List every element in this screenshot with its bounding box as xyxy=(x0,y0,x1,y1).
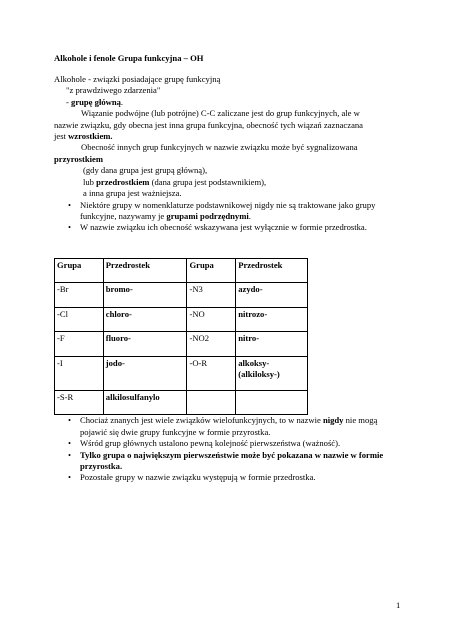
bullet-text: Chociaż znanych jest wiele związków wielofunkcyjnych, to w nazwie xyxy=(80,415,323,426)
line-end: . xyxy=(120,96,124,107)
bullet-icon: • xyxy=(68,449,72,460)
prefix-term: przedrostkiem xyxy=(96,176,150,187)
bullet-text: Wśród grup głównych ustalono pewną kolejność pierwszeństwa (ważność). xyxy=(80,438,341,449)
list-item xyxy=(68,222,384,233)
suffix-term: przyrostkiem xyxy=(54,153,104,164)
intro-line-2: "z prawdziwego zdarzenia" xyxy=(66,85,161,96)
intro-paragraph-2-line-2: (gdy dana grupa jest grupą główną), xyxy=(83,165,208,176)
prefix-cell: alkoksy- (alkiloksy-) xyxy=(236,356,308,390)
para1-bold: wzrostkiem. xyxy=(68,131,113,142)
bullet-text: Niektóre grupy w nomenklaturze podstawnikowej nigdy nie są traktowane jako grupy funkcyjne, nazywamy je xyxy=(80,199,376,221)
para2-text: Obecność innych grup funkcyjnych w nazwie związku może być sygnalizowana xyxy=(81,142,358,153)
lub-text: lub xyxy=(83,176,97,187)
substituent-text: (dana grupa jest podstawnikiem), xyxy=(149,176,267,187)
page-number: 1 xyxy=(396,600,401,610)
column-header: Grupa xyxy=(187,258,236,283)
prefix-cell: fluoro- xyxy=(103,332,187,357)
table-row xyxy=(55,356,308,390)
list-item xyxy=(68,450,384,473)
list-item xyxy=(68,472,384,483)
bullet-icon: • xyxy=(68,472,72,483)
group-cell: -Cl xyxy=(55,307,104,332)
document-title: Alkohole i fenole Grupa funkcyjna – OH xyxy=(54,53,204,63)
prefix-cell: jodo- xyxy=(103,356,187,390)
dash-text: - xyxy=(66,96,72,107)
bullet-text: Pozostałe grupy w nazwie związku występują w formie przedrostka. xyxy=(80,472,316,483)
bullet-bold: nigdy xyxy=(322,415,344,426)
intro-line-3 xyxy=(54,97,384,108)
prefix-table xyxy=(54,258,308,416)
bullet-icon: • xyxy=(68,222,72,233)
list-item xyxy=(68,200,384,223)
bullet-list-1 xyxy=(54,200,384,234)
table-row xyxy=(55,390,308,415)
group-cell: -F xyxy=(55,332,104,357)
bullet-text: W nazwie związku ich obecność wskazywana jest wyłącznie w formie przedrostka. xyxy=(80,222,367,233)
intro-paragraph-1 xyxy=(54,108,376,142)
para1-text: Wiązanie podwójne (lub potrójne) C-C zaliczane jest do grup funkcyjnych, ale w nazwie związku, gdy obecna jest inna grupa funkcyjna, obecność tych wiązań zaznaczana jest xyxy=(54,108,363,142)
table-header-row xyxy=(55,258,308,283)
group-cell: -NO xyxy=(187,307,236,332)
group-cell: -O-R xyxy=(187,356,236,390)
bullet-bold: grupami podrzędnymi xyxy=(166,210,249,221)
bullet-bold: Tylko grupa o największym pierwszeństwie może być pokazana w nazwie w formie przyrostka. xyxy=(80,449,384,472)
bullet-icon: • xyxy=(68,199,72,210)
intro-paragraph-2-line-3 xyxy=(54,177,384,188)
bullet-end: . xyxy=(248,210,251,221)
prefix-cell xyxy=(236,390,308,415)
table-row xyxy=(55,307,308,332)
bullet-icon: • xyxy=(68,415,72,426)
prefix-cell: chloro- xyxy=(103,307,187,332)
intro-paragraph-2-line-4: a inna grupa jest ważniejsza. xyxy=(83,188,182,199)
prefix-cell: nitrozo- xyxy=(236,307,308,332)
bullet-list-2 xyxy=(54,415,384,484)
table-row xyxy=(55,283,308,308)
group-cell: -I xyxy=(55,356,104,390)
intro-paragraph-2 xyxy=(54,142,376,165)
column-header: Przedrostek xyxy=(103,258,187,283)
list-item xyxy=(68,415,384,438)
table-row xyxy=(55,332,308,357)
prefix-cell: bromo- xyxy=(103,283,187,308)
prefix-cell: nitro- xyxy=(236,332,308,357)
list-item xyxy=(68,438,384,449)
bullet-end: nie mogą pojawić się dwie grupy funkcyjne w formie przyrostka. xyxy=(80,415,378,437)
group-cell xyxy=(187,390,236,415)
intro-line-1: Alkohole - związki posiadające grupę funkcyjną xyxy=(54,73,221,84)
document-content xyxy=(54,53,384,484)
column-header: Grupa xyxy=(55,258,104,283)
intro-section xyxy=(54,74,384,200)
group-cell: -NO2 xyxy=(187,332,236,357)
group-cell: -N3 xyxy=(187,283,236,308)
prefix-cell: azydo- xyxy=(236,283,308,308)
column-header: Przedrostek xyxy=(236,258,308,283)
group-cell: -Br xyxy=(55,283,104,308)
group-cell: -S-R xyxy=(55,390,104,415)
bullet-icon: • xyxy=(68,438,72,449)
prefix-cell: alkilosulfanylo xyxy=(103,390,187,415)
main-group-term: grupę główną xyxy=(71,96,121,107)
